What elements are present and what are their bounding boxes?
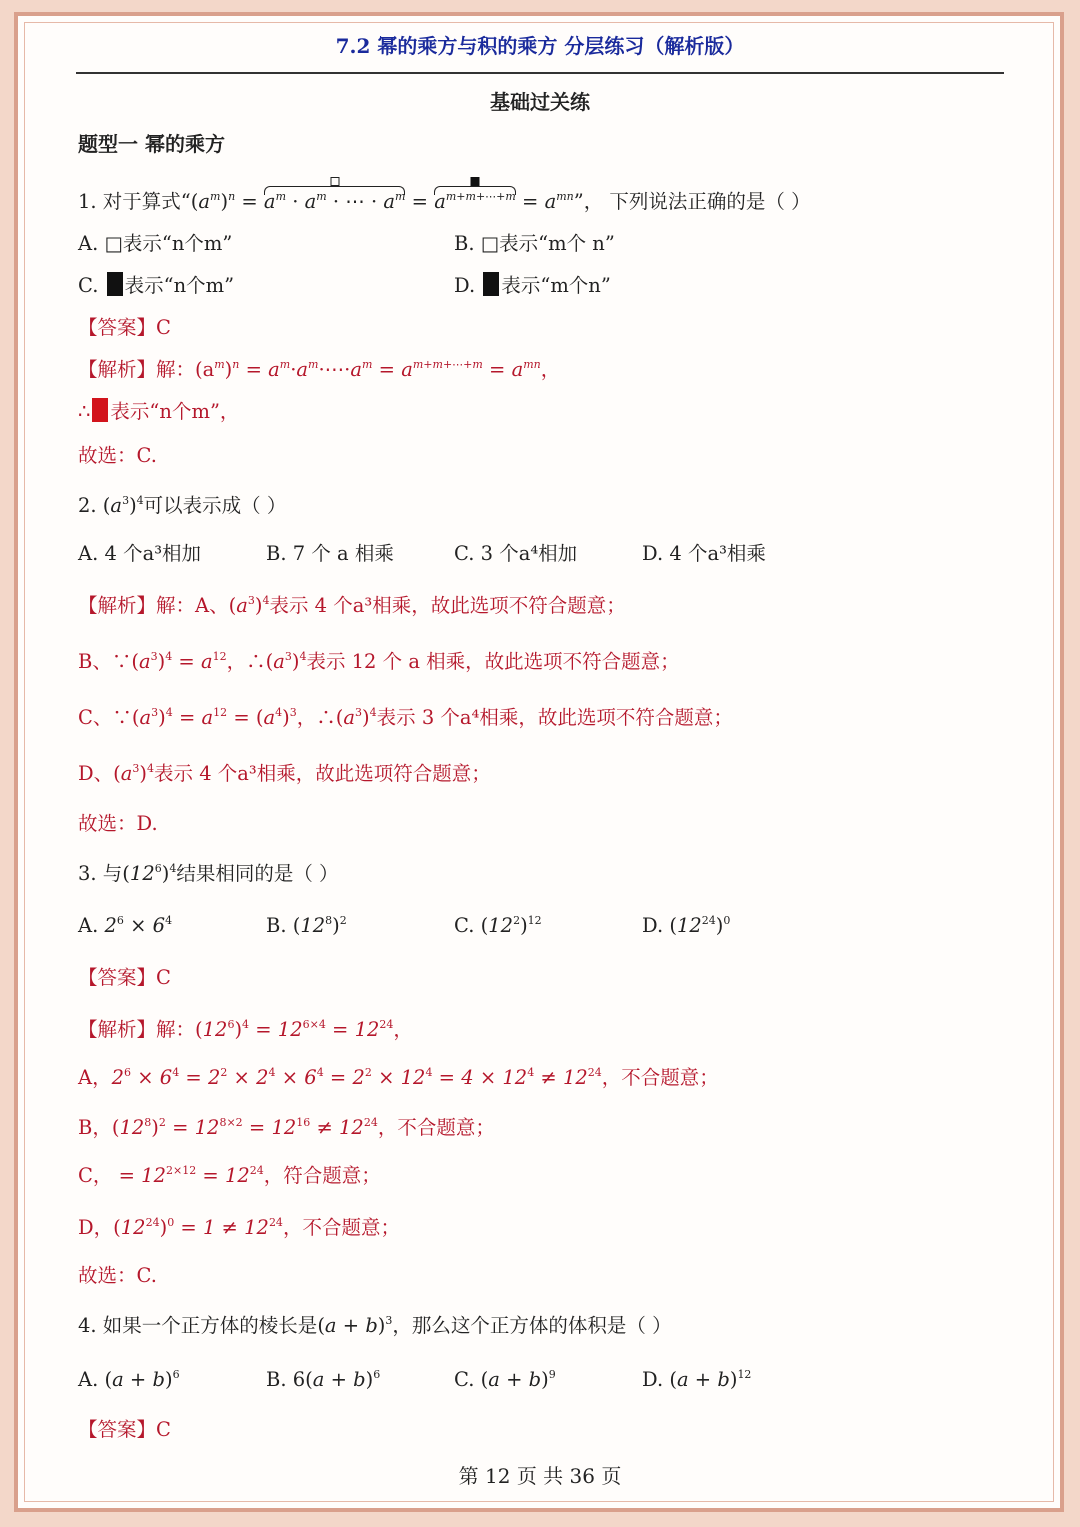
q2-analysis-c: C、$\because(a^3)^4 = a^{12} = (a^4)^3$，$\therefore(a^3)^4$表示 3 个a⁴相乘，故此选项不符合题意； [78, 706, 733, 729]
document-title: 7.2 幂的乘方与积的乘方 分层练习（解析版） [335, 34, 745, 58]
q4-option-d: D. $(a + b)^{12}$ [642, 1368, 752, 1391]
q4-option-a: A. $(a + b)^6$ [78, 1368, 180, 1391]
q4-stem: 4. 如果一个正方体的棱长是$(a + b)^3$，那么这个正方体的体积是（ ） [78, 1314, 672, 1337]
q4-option-c: C. $(a + b)^9$ [454, 1368, 556, 1391]
q3-option-a: A. $2^6 \times 6^4$ [78, 914, 173, 937]
q3-answer: 【答案】C [78, 966, 171, 989]
q2-stem: 2. $(a^3)^4$可以表示成（ ） [78, 494, 287, 517]
q4-option-b: B. $6(a + b)^6$ [266, 1368, 381, 1391]
q1-option-b: B. □表示“m个 n” [454, 232, 615, 255]
q2-option-b: B. 7 个 a 相乘 [266, 542, 394, 565]
q4-answer: 【答案】C [78, 1418, 171, 1441]
topic-heading: 题型一 幂的乘方 [78, 132, 225, 156]
q3-choose: 故选：C. [78, 1264, 157, 1287]
q3-analysis-d: D，$(12^{24})^0 = 1 \ne 12^{24}$，不合题意； [78, 1216, 400, 1239]
q3-option-c: C. $(12^2)^{12}$ [454, 914, 542, 937]
q1-analysis: 【解析】解：$(a^m)^n$ = $a^m\cdot a^m\cdot\cdots\cdot a^m = a^{m+m+\cdots+m} = a^{mn}$， [78, 358, 561, 381]
q3-option-d: D. $(12^{24})^0$ [642, 914, 731, 937]
q3-stem: 3. 与$(12^6)^4$结果相同的是（ ） [78, 862, 339, 885]
q2-option-a: A. 4 个a³相加 [78, 542, 202, 565]
section-heading: 基础过关练 [490, 90, 590, 114]
q3-analysis-b: B，$(12^8)^2 = 12^{8\times 2} = 12^{16} \ne 12^{24}$，不合题意； [78, 1116, 495, 1139]
q3-analysis-a: A，$2^6 \times 6^4 = 2^2 \times 2^4 \times 6^4 = 2^2 \times 12^4 = 4 \times 12^4 \ne 12^{24}$，不合题意； [78, 1066, 719, 1089]
q2-option-c: C. 3 个a⁴相加 [454, 542, 578, 565]
q1-option-d: D. 表示“m个n” [454, 274, 611, 297]
q3-analysis-c: C， = $12^{2\times 12} = 12^{24}$，符合题意； [78, 1164, 381, 1187]
q2-analysis-b: B、$\because(a^3)^4 = a^{12}$，$\therefore(a^3)^4$表示 12 个 a 相乘，故此选项不符合题意； [78, 650, 680, 673]
q1-stem: 1. 对于算式“$(a^m)^n$ = $a^m \cdot a^m$ · ⋯ · $a^m$ = $a^{m+m+\cdots+m} = a^{mn}$”， 下列说法正确的是（ ） [78, 186, 811, 214]
q1-option-a: A. □表示“n个m” [78, 232, 233, 255]
q2-option-d: D. 4 个a³相乘 [642, 542, 766, 565]
page-footer: 第 12 页 共 36 页 [458, 1464, 622, 1488]
q2-choose: 故选：D. [78, 812, 158, 835]
q3-analysis: 【解析】解：$(12^6)^4 = 12^{6\times 4} = 12^{24}$， [78, 1018, 413, 1041]
q1-option-c: C. 表示“n个m” [78, 274, 235, 297]
q2-analysis-d: D、$(a^3)^4$表示 4 个a³相乘，故此选项符合题意； [78, 762, 491, 785]
q2-analysis-a: 【解析】解：A、$(a^3)^4$表示 4 个a³相乘，故此选项不符合题意； [78, 594, 626, 617]
q1-answer: 【答案】C [78, 316, 171, 339]
q3-option-b: B. $(12^8)^2$ [266, 914, 347, 937]
q1-therefore: ∴ 表示“n个m”， [78, 400, 240, 423]
q1-choose: 故选：C. [78, 444, 157, 467]
header-rule [76, 72, 1004, 74]
